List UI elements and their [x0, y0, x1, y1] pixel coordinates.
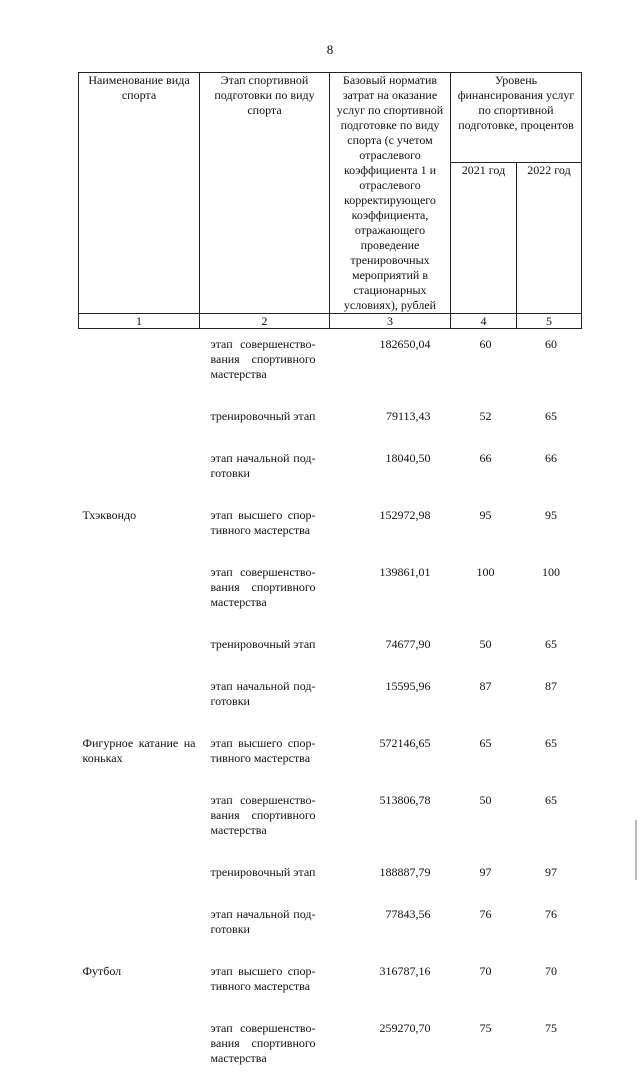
cell-norm: 18040,50	[330, 443, 451, 500]
table-row	[79, 557, 582, 629]
cell-p2021: 70	[451, 956, 517, 1013]
cell-p2022: 97	[517, 857, 582, 899]
table-row	[79, 671, 582, 728]
cell-p2021: 100	[451, 557, 517, 629]
cell-stage: этап начальной под-готовки	[200, 899, 330, 956]
cell-stage: тренировочный этап	[200, 401, 330, 443]
scan-edge-mark	[635, 820, 637, 880]
cell-p2022: 65	[517, 401, 582, 443]
cell-sport	[79, 443, 200, 500]
cell-p2021: 66	[451, 443, 517, 500]
cell-norm: 152972,98	[330, 500, 451, 557]
cell-norm: 259270,70	[330, 1013, 451, 1085]
header-norm: Базовый норматив затрат на оказание услуг по спортивной подготовке по виду спорта (с учетом отраслевого коэффициента 1 и отраслевого корректирующего коэффициента, отражающего проведение тренировочных мероприятий в стационарных условиях), рублей	[330, 73, 451, 314]
cell-p2021: 50	[451, 785, 517, 857]
table-row	[79, 899, 582, 956]
header-year-2021: 2021 год	[451, 163, 517, 314]
cell-sport: Тхэквондо	[79, 500, 200, 557]
header-stage: Этап спортивной подготовки по виду спорта	[200, 73, 330, 314]
cell-stage: этап совершенство-вания спортивного мастерства	[200, 785, 330, 857]
cell-sport	[79, 1013, 200, 1085]
cell-p2021: 75	[451, 1013, 517, 1085]
cell-stage: тренировочный этап	[200, 857, 330, 899]
cell-p2022: 87	[517, 671, 582, 728]
header-sport: Наименование вида спорта	[79, 73, 200, 314]
column-number: 2	[200, 314, 330, 329]
cell-norm: 513806,78	[330, 785, 451, 857]
cell-p2021: 76	[451, 899, 517, 956]
table-row	[79, 785, 582, 857]
table-row	[79, 1013, 582, 1085]
cell-p2021: 97	[451, 857, 517, 899]
table-row	[79, 443, 582, 500]
cell-norm: 572146,65	[330, 728, 451, 785]
column-number-row	[79, 314, 582, 329]
table-row	[79, 401, 582, 443]
column-number: 3	[330, 314, 451, 329]
cell-p2022: 60	[517, 329, 582, 402]
table-body	[79, 329, 582, 1085]
cell-p2022: 65	[517, 728, 582, 785]
column-number: 5	[517, 314, 582, 329]
cell-stage: этап совершенство-вания спортивного мастерства	[200, 329, 330, 402]
cell-p2022: 66	[517, 443, 582, 500]
cell-norm: 316787,16	[330, 956, 451, 1013]
table-row	[79, 956, 582, 1013]
cell-stage: этап высшего спор-тивного мастерства	[200, 956, 330, 1013]
cell-stage: этап совершенство-вания спортивного мастерства	[200, 557, 330, 629]
financing-table	[78, 72, 582, 1085]
header-level: Уровень финансирования услуг по спортивной подготовке, процентов	[451, 73, 582, 163]
cell-sport	[79, 899, 200, 956]
column-number: 4	[451, 314, 517, 329]
table-header	[79, 73, 582, 329]
cell-norm: 74677,90	[330, 629, 451, 671]
cell-p2022: 65	[517, 629, 582, 671]
cell-p2021: 50	[451, 629, 517, 671]
table-row	[79, 857, 582, 899]
cell-p2022: 76	[517, 899, 582, 956]
cell-sport	[79, 629, 200, 671]
cell-p2022: 65	[517, 785, 582, 857]
cell-p2022: 70	[517, 956, 582, 1013]
column-number: 1	[79, 314, 200, 329]
cell-sport	[79, 785, 200, 857]
cell-norm: 77843,56	[330, 899, 451, 956]
table-row	[79, 728, 582, 785]
cell-p2022: 75	[517, 1013, 582, 1085]
cell-stage: этап начальной под-готовки	[200, 671, 330, 728]
page-number: 8	[0, 42, 640, 57]
cell-sport	[79, 401, 200, 443]
cell-sport	[79, 671, 200, 728]
cell-p2022: 100	[517, 557, 582, 629]
cell-p2022: 95	[517, 500, 582, 557]
cell-stage: этап высшего спор-тивного мастерства	[200, 500, 330, 557]
cell-sport	[79, 557, 200, 629]
cell-norm: 182650,04	[330, 329, 451, 402]
cell-sport	[79, 329, 200, 402]
cell-p2021: 52	[451, 401, 517, 443]
header-year-2022: 2022 год	[517, 163, 582, 314]
cell-p2021: 95	[451, 500, 517, 557]
cell-stage: тренировочный этап	[200, 629, 330, 671]
table-row	[79, 500, 582, 557]
cell-p2021: 65	[451, 728, 517, 785]
cell-stage: этап начальной под-готовки	[200, 443, 330, 500]
cell-norm: 79113,43	[330, 401, 451, 443]
cell-stage: этап высшего спор-тивного мастерства	[200, 728, 330, 785]
cell-p2021: 87	[451, 671, 517, 728]
cell-sport: Футбол	[79, 956, 200, 1013]
cell-sport: Фигурное катание на коньках	[79, 728, 200, 785]
table-row	[79, 329, 582, 402]
cell-norm: 139861,01	[330, 557, 451, 629]
cell-p2021: 60	[451, 329, 517, 402]
cell-norm: 188887,79	[330, 857, 451, 899]
cell-norm: 15595,96	[330, 671, 451, 728]
cell-sport	[79, 857, 200, 899]
table-row	[79, 629, 582, 671]
cell-stage: этап совершенство-вания спортивного мастерства	[200, 1013, 330, 1085]
